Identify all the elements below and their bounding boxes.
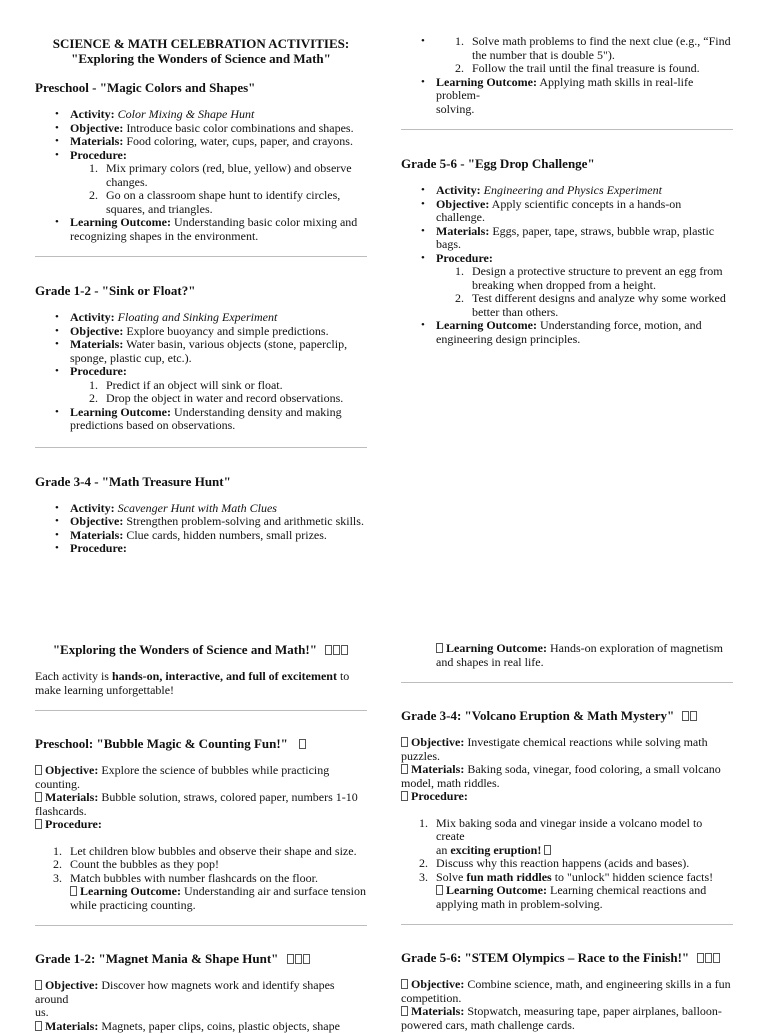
page-2-right-column — [401, 512, 733, 1032]
emoji-placeholder-icon — [401, 1006, 408, 1016]
emoji-placeholder-icon — [35, 765, 42, 775]
magnet-mania-heading: Grade 1-2: "Magnet Mania & Shape Hunt" — [35, 951, 367, 966]
list-item: • Activity: Floating and Sinking Experiment — [70, 311, 367, 325]
grade-5-6-heading: Grade 5-6 - "Egg Drop Challenge" — [401, 156, 595, 171]
list-item: • Materials: Eggs, paper, tape, straws, bubble wrap, plastic bags. — [436, 225, 733, 252]
stem-olympics-heading: Grade 5-6: "STEM Olympics – Race to the Finish!" — [401, 950, 733, 965]
emoji-placeholder-icon — [35, 792, 42, 802]
list-item: • Procedure: 1. Mix primary colors (red, blue, yellow) and observe changes. 2. Go on a classroom shape hunt to identify circles, squares, and triangles. — [70, 149, 367, 217]
grade-1-2-details — [35, 311, 367, 433]
emoji-placeholder-icon — [544, 845, 551, 855]
procedure-steps — [401, 817, 733, 912]
page-2 — [0, 512, 768, 1033]
list-item: • Materials: Clue cards, hidden numbers, small prizes. — [70, 529, 367, 543]
divider — [35, 256, 367, 257]
magnet-mania-details: Objective: Discover how magnets work and identify shapes around us. Materials: Magnets, paper clips, coins, plastic objects, shape — [35, 978, 340, 1033]
list-item: 2. Discuss why this reaction happens (acids and bases). — [419, 856, 690, 870]
preschool-details — [35, 108, 367, 243]
emoji-placeholder-icon — [436, 643, 443, 653]
emoji-placeholder-icon — [35, 1021, 42, 1031]
list-item: • Activity: Color Mixing & Shape Hunt — [70, 108, 367, 122]
list-item — [436, 35, 733, 76]
divider — [401, 129, 733, 130]
list-item: • Activity: Scavenger Hunt with Math Clues — [70, 502, 367, 516]
list-item: • Procedure: — [70, 542, 367, 556]
grade-3-4-details-continued — [401, 35, 733, 116]
emoji-placeholder-icon — [401, 791, 408, 801]
list-item: • Objective: Explore buoyancy and simple predictions. — [70, 325, 367, 339]
list-item: 1. Design a protective structure to prevent an egg from breaking when dropped from a height. — [455, 264, 723, 292]
list-item: • Materials: Food coloring, water, cups, paper, and crayons. — [70, 135, 367, 149]
emoji-placeholder-icon — [35, 819, 42, 829]
list-item: 1. Let children blow bubbles and observe their shape and size. — [53, 843, 357, 858]
list-item: • Activity: Engineering and Physics Experiment — [436, 184, 733, 198]
emoji-placeholder-icon — [401, 764, 408, 774]
bubble-magic-heading: Preschool: "Bubble Magic & Counting Fun!" — [35, 736, 367, 751]
emoji-placeholder-icon — [401, 979, 408, 989]
list-item: • Learning Outcome: Understanding basic color mixing and recognizing shapes in the environment. — [70, 216, 367, 243]
list-item: 1. Predict if an object will sink or float. — [89, 377, 283, 392]
divider — [35, 710, 367, 711]
volcano-heading: Grade 3-4: "Volcano Eruption & Math Mystery" — [401, 708, 733, 723]
preschool-heading: Preschool - "Magic Colors and Shapes" — [35, 80, 256, 95]
list-item: 2. Drop the object in water and record observations. — [89, 391, 344, 405]
divider — [35, 925, 367, 926]
emoji-placeholder-icon — [35, 980, 42, 990]
list-item: 2. Follow the trail until the final treasure is found. — [455, 61, 700, 75]
page-2-title: "Exploring the Wonders of Science and Math!" — [35, 642, 367, 657]
list-item: 1. Mix baking soda and vinegar inside a volcano model to create an exciting eruption! — [419, 815, 703, 857]
magnet-mania-outcome: Learning Outcome: Hands-on exploration of magnetism and shapes in real life. — [436, 641, 723, 669]
intro-paragraph: Each activity is hands-on, interactive, and full of excitement to make learning unforgettable! — [35, 669, 350, 697]
emoji-placeholder-icon — [682, 708, 698, 723]
emoji-placeholder-icon — [325, 642, 349, 657]
list-item: • Procedure: 1. Predict if an object will sink or float. 2. Drop the object in water and record observations. — [70, 365, 367, 406]
list-item: • Objective: Strengthen problem-solving and arithmetic skills. — [70, 515, 367, 529]
bubble-magic-details: Objective: Explore the science of bubbles while practicing counting. Materials: Bubble solution, straws, colored paper, numbers 1-10 flashcards. Procedure: — [35, 763, 358, 831]
list-item: 2. Go on a classroom shape hunt to identify circles, squares, and triangles. — [89, 188, 341, 216]
list-item: • Learning Outcome: Understanding force, motion, and engineering design principles. — [436, 319, 733, 346]
list-item: • 1. Solve math problems to find the next clue (e.g., “Find the number that is double 5"). — [455, 34, 731, 62]
list-item: • Learning Outcome: Applying math skills in real-life problem- solving. — [436, 76, 733, 117]
list-item: • Procedure: 1. Design a protective structure to prevent an egg from breaking when dropped from a height. 2. Test different designs and analyze why some worked better than others. — [436, 252, 733, 320]
list-item: • Objective: Introduce basic color combinations and shapes. — [70, 122, 367, 136]
list-item: 1. Mix primary colors (red, blue, yellow) and observe changes. — [89, 161, 352, 189]
emoji-placeholder-icon — [287, 951, 311, 966]
list-item: 3. Match bubbles with number flashcards on the floor. Learning Outcome: Understanding air and surface tension while practicing counting. — [53, 870, 366, 912]
grade-3-4-heading: Grade 3-4 - "Math Treasure Hunt" — [35, 473, 231, 489]
stem-olympics-details: Objective: Combine science, math, and engineering skills in a fun competition. Materials: Stopwatch, measuring tape, paper airplanes, balloon- powered cars, math challenge cards. — [401, 977, 731, 1032]
list-item: • Objective: Apply scientific concepts in a hands-on challenge. — [436, 198, 733, 225]
emoji-placeholder-icon — [70, 886, 77, 896]
list-item: 2. Test different designs and analyze why some worked better than others. — [455, 291, 726, 319]
emoji-placeholder-icon — [299, 736, 307, 751]
procedure-steps — [401, 35, 733, 76]
list-item: • Learning Outcome: Understanding density and making predictions based on observations. — [70, 406, 367, 433]
list-item: 2. Count the bubbles as they pop! — [53, 857, 219, 871]
page-1-left-column — [35, 0, 367, 556]
divider — [401, 682, 733, 683]
emoji-placeholder-icon — [697, 950, 721, 965]
divider — [401, 924, 733, 925]
emoji-placeholder-icon — [436, 885, 443, 895]
page-1-right-column — [401, 0, 733, 346]
grade-5-6-details — [401, 184, 733, 346]
volcano-details: Objective: Investigate chemical reactions while solving math puzzles. Materials: Baking soda, vinegar, food coloring, a small volcano model, math riddles. Procedure: — [401, 735, 721, 803]
document-title: SCIENCE & MATH CELEBRATION ACTIVITIES: "Exploring the Wonders of Science and Math" — [52, 36, 350, 66]
page-2-left-column — [35, 512, 367, 1033]
divider — [35, 447, 367, 448]
procedure-steps — [35, 845, 367, 913]
grade-1-2-heading: Grade 1-2 - "Sink or Float?" — [35, 283, 196, 298]
list-item: • Materials: Water basin, various objects (stone, paperclip, sponge, plastic cup, etc.). — [70, 338, 367, 365]
emoji-placeholder-icon — [401, 737, 408, 747]
procedure-steps — [70, 162, 367, 216]
procedure-steps — [70, 379, 367, 406]
list-item: 3. Solve fun math riddles to "unlock" hidden science facts! Learning Outcome: Learning chemical reactions and applying math in problem-solving. — [419, 869, 714, 911]
procedure-steps — [436, 265, 733, 319]
